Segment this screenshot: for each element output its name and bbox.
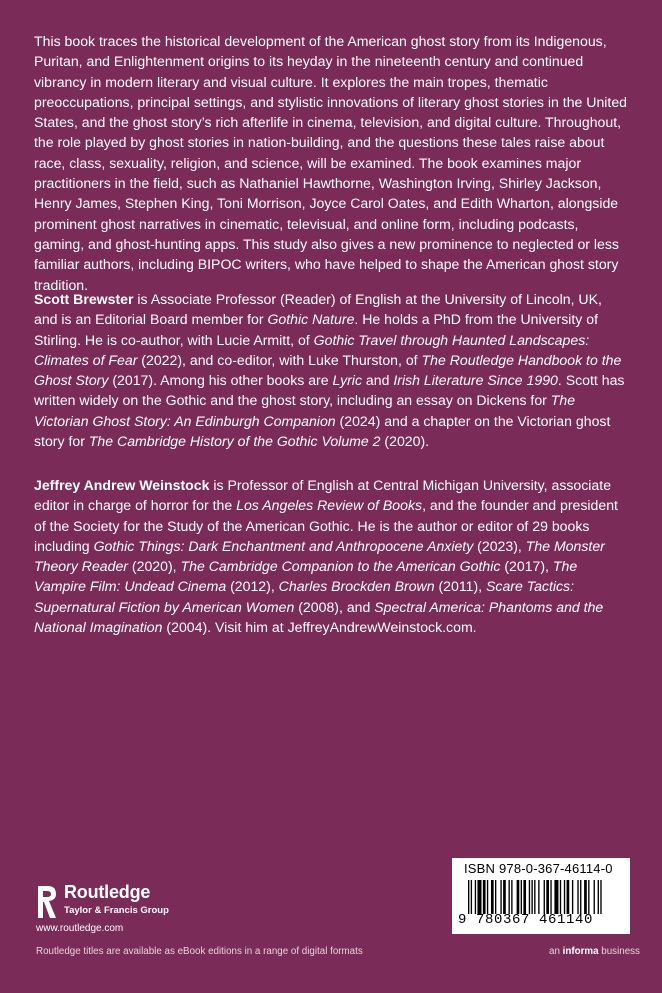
barcode-bar bbox=[491, 880, 494, 914]
barcode-bar bbox=[521, 880, 522, 914]
book-title: Los Angeles Review of Books bbox=[236, 497, 423, 514]
book-description bbox=[34, 31, 628, 309]
book-title: The Vampire Film: Undead Cinema bbox=[34, 558, 578, 595]
book-title: The Victorian Ghost Story: An Edinburgh Companion bbox=[34, 392, 576, 429]
barcode-box bbox=[452, 858, 630, 934]
barcode-bar bbox=[487, 880, 488, 914]
isbn-text: ISBN 978-0-367-46114-0 bbox=[464, 861, 613, 876]
barcode-bar bbox=[529, 880, 530, 914]
bio-text: and bbox=[362, 372, 394, 389]
informa-tagline bbox=[549, 946, 640, 957]
book-title: Irish Literature Since 1990 bbox=[393, 372, 558, 389]
bio-paragraph bbox=[34, 475, 628, 637]
book-title: Spectral America: Phantoms and the National Imagination bbox=[34, 598, 604, 636]
barcode-bar bbox=[503, 880, 506, 914]
barcode-bar bbox=[567, 880, 570, 914]
book-title: The Monster Theory Reader bbox=[34, 537, 605, 575]
book-title: Charles Brockden Brown bbox=[278, 578, 435, 595]
informa-brand: informa bbox=[562, 946, 599, 957]
barcode-bar bbox=[531, 880, 532, 914]
barcode-bar bbox=[468, 880, 469, 914]
bio-text: (2022), and co-editor, with Luke Thurston, of bbox=[137, 351, 422, 368]
book-title: Gothic Nature bbox=[267, 311, 355, 328]
barcode-bar bbox=[594, 880, 595, 914]
barcode-bar bbox=[554, 880, 558, 914]
barcode-bar bbox=[572, 880, 573, 914]
book-title: Lyric bbox=[332, 372, 362, 389]
bio-text: (2020). bbox=[380, 433, 430, 450]
author-bio-brewster bbox=[34, 289, 628, 465]
bio-text: . Scott has written widely on the Gothic and the ghost story, including an essay on Dickens for bbox=[34, 372, 625, 409]
author-name: Jeffrey Andrew Weinstock bbox=[34, 477, 210, 493]
informa-suffix: business bbox=[598, 946, 640, 957]
barcode-bar bbox=[534, 880, 535, 914]
barcode-bar bbox=[580, 880, 581, 914]
barcode-bar bbox=[584, 880, 587, 914]
barcode-bar bbox=[588, 880, 589, 914]
ebook-note: Routledge titles are available as eBook editions in a range of digital formats bbox=[36, 946, 363, 957]
barcode-digits: 9 780367 461140 bbox=[458, 912, 594, 928]
barcode-bar bbox=[495, 880, 496, 914]
bio-text: (2012), bbox=[226, 578, 279, 595]
publisher-group: Taylor & Francis Group bbox=[64, 905, 169, 916]
barcode-bar bbox=[475, 880, 476, 914]
barcode-bar bbox=[471, 880, 472, 914]
author-bio-weinstock bbox=[34, 475, 628, 651]
barcode-bar bbox=[511, 880, 512, 914]
barcode-bar bbox=[600, 880, 601, 914]
book-title: Scare Tactics: Supernatural Fiction by American Women bbox=[34, 578, 575, 615]
bio-text: (2008), and bbox=[294, 598, 375, 615]
bio-text: (2011), bbox=[434, 578, 487, 595]
bio-text: (2017). Among his other books are bbox=[108, 372, 333, 389]
bio-text: . He holds a PhD from the University of Stirling. He is co-author, with Lucie Armitt, of bbox=[34, 311, 599, 348]
bio-text: (2017), bbox=[500, 558, 553, 575]
publisher-url[interactable]: www.routledge.com bbox=[36, 923, 124, 934]
barcode-bar bbox=[546, 880, 549, 914]
barcode-bar bbox=[550, 880, 551, 914]
barcode-bar bbox=[538, 880, 539, 914]
description-paragraph: This book traces the historical development of the American ghost story from its Indigenous, Puritan, and Enlightenment origins to its heyday in the nineteenth century and continued vibrancy in modern literary and visual culture. It explores the main tropes, thematic preoccupations, principal settings, and stylistic innovations of literary ghost stories in the United States, and the ghost story’s rich afterlife in cinema, television, and digital culture. Throughout, the role played by ghost stories in nation-building, and the questions these tales raise about race, class, sexuality, religion, and science, will be examined. The book examines major practitioners in the field, such as Nathaniel Hawthorne, Washington Irving, Shirley Jackson, Henry James, Stephen King, Toni Morrison, Joyce Carol Oates, and Edith Wharton, alongside prominent ghost narratives in cinematic, televisual, and online form, including podcasts, gaming, and ghost-hunting apps. This study also gives a new prominence to neglected or less familiar authors, including BIPOC writers, who have helped to shape the American ghost story tradition. bbox=[34, 33, 628, 293]
routledge-logo-icon bbox=[36, 884, 58, 920]
bio-paragraph bbox=[34, 289, 628, 451]
barcode-bar bbox=[509, 880, 510, 914]
barcode-bar bbox=[523, 880, 526, 914]
informa-prefix: an bbox=[549, 946, 563, 957]
book-title: The Cambridge Companion to the American Gothic bbox=[180, 558, 501, 575]
bio-text: is Associate Professor (Reader) of English at the University of Lincoln, UK, and is an Editorial Board member for bbox=[34, 291, 602, 328]
barcode-icon bbox=[468, 880, 616, 914]
publisher-name: Routledge bbox=[64, 882, 151, 902]
author-name: Scott Brewster bbox=[34, 291, 134, 307]
bio-text: , and the founder and president of the Society for the Study of the American Gothic. He is the author or editor of 29 books including bbox=[34, 497, 618, 554]
barcode-bar bbox=[517, 880, 520, 914]
bio-text: (2004). Visit him at JeffreyAndrewWeinstock.com. bbox=[162, 619, 477, 636]
book-title: Gothic Things: Dark Enchantment and Anthropocene Anxiety bbox=[93, 537, 474, 554]
barcode-bar bbox=[477, 880, 481, 914]
bio-text: is Professor of English at Central Michigan University, associate editor in charge of horror for the bbox=[34, 477, 612, 514]
bio-text: (2020), bbox=[128, 558, 181, 575]
barcode-bar bbox=[564, 880, 565, 914]
book-title: The Cambridge History of the Gothic Volume 2 bbox=[88, 433, 381, 450]
bio-text: (2024) and a chapter on the Victorian ghost story for bbox=[34, 412, 611, 450]
barcode-bar bbox=[598, 880, 599, 914]
barcode-bar bbox=[500, 880, 501, 914]
book-title: The Routledge Handbook to the Ghost Story bbox=[34, 351, 622, 389]
book-title: Gothic Travel through Haunted Landscapes: Climates of Fear bbox=[34, 331, 590, 368]
barcode-bar bbox=[544, 880, 545, 914]
bio-text: (2023), bbox=[473, 537, 526, 554]
barcode-bar bbox=[483, 880, 486, 914]
barcode-bar bbox=[560, 880, 561, 914]
barcode-bar bbox=[577, 880, 578, 914]
